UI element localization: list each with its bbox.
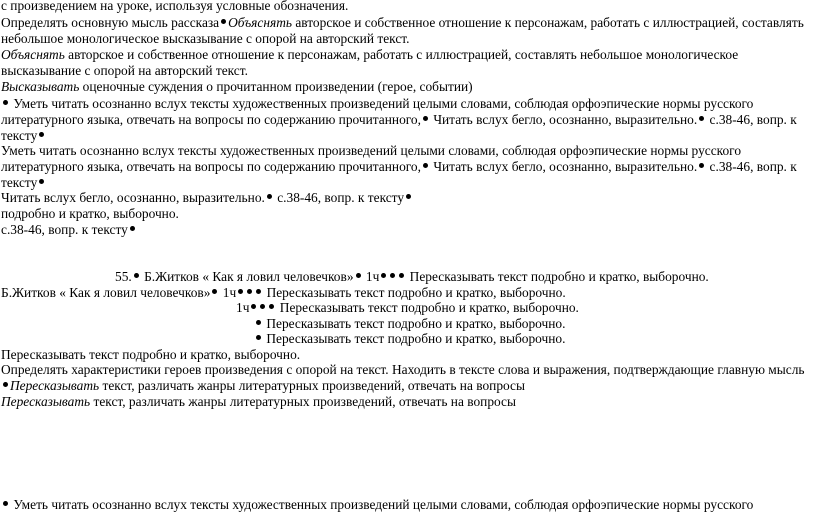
text-line: Б.Житков « Как я ловил человечков» 1ч Пересказывать текст подробно и кратко, выборочно. bbox=[1, 285, 566, 300]
text-line: подробно и кратко, выборочно. bbox=[1, 206, 179, 221]
bullet-icon bbox=[260, 304, 265, 309]
text-line: тексту bbox=[1, 175, 46, 191]
text-line: Уметь читать осознанно вслух тексты художественных произведений целыми словами, соблюдая орфоэпические нормы русского bbox=[1, 96, 753, 112]
bullet-icon bbox=[267, 194, 272, 199]
text-line: Определять характеристики героев произведения с опорой на текст. Находить в тексте слова и выражения, подтверждающие главную мысль bbox=[1, 362, 805, 377]
text-line: Пересказывать текст подробно и кратко, выборочно. bbox=[254, 331, 565, 347]
bullet-icon bbox=[130, 226, 135, 231]
bullet-icon bbox=[699, 116, 704, 121]
bullet-icon bbox=[251, 304, 256, 309]
bullet-icon bbox=[39, 179, 44, 184]
bullet-icon bbox=[356, 273, 361, 278]
bullet-icon bbox=[247, 289, 252, 294]
bullet-icon bbox=[256, 335, 261, 340]
text-line: Пересказывать текст подробно и кратко, выборочно. bbox=[1, 347, 301, 362]
text-line: Пересказывать текст, различать жанры литературных произведений, отвечать на вопросы bbox=[1, 394, 516, 409]
bullet-icon bbox=[423, 163, 428, 168]
bullet-icon bbox=[406, 194, 411, 199]
text-line: литературного языка, отвечать на вопросы по содержанию прочитанного, Читать вслух бегло, осознанно, выразительно. с.38-46, вопр. к bbox=[1, 159, 797, 174]
bullet-icon bbox=[390, 273, 395, 278]
text-line: с.38-46, вопр. к тексту bbox=[1, 222, 137, 238]
bullet-icon bbox=[256, 289, 261, 294]
text-line: 1ч Пересказывать текст подробно и кратко, выборочно. bbox=[236, 300, 579, 315]
text-line: Читать вслух бегло, осознанно, выразительно. с.38-46, вопр. к тексту bbox=[1, 190, 413, 206]
text-line: Определять основную мысль рассказа Объяснять авторское и собственное отношение к персонажам, работать с иллюстрацией, составлять bbox=[1, 15, 804, 30]
bullet-icon bbox=[3, 501, 8, 506]
text-line: 55. Б.Житков « Как я ловил человечков» 1ч Пересказывать текст подробно и кратко, выборочно. bbox=[115, 269, 709, 284]
bullet-icon bbox=[39, 132, 44, 137]
bullet-icon bbox=[269, 304, 274, 309]
bullet-icon bbox=[238, 289, 243, 294]
bullet-icon bbox=[134, 273, 139, 278]
bullet-icon bbox=[3, 382, 8, 387]
bullet-icon bbox=[423, 116, 428, 121]
bullet-icon bbox=[699, 163, 704, 168]
text-line: Объяснять авторское и собственное отношение к персонажам, работать с иллюстрацией, составлять небольшое монологическое bbox=[1, 47, 739, 62]
bullet-icon bbox=[381, 273, 386, 278]
bullet-icon bbox=[399, 273, 404, 278]
text-line: высказывание с опорой на авторский текст. bbox=[1, 63, 248, 78]
text-line: Высказывать оценочные суждения о прочитанном произведении (герое, событии) bbox=[1, 79, 473, 94]
text-line: с произведением на уроке, используя условные обозначения. bbox=[1, 0, 349, 13]
bullet-icon bbox=[256, 320, 261, 325]
text-line: Пересказывать текст подробно и кратко, выборочно. bbox=[254, 316, 565, 332]
bullet-icon bbox=[3, 100, 8, 105]
text-line: тексту bbox=[1, 128, 46, 144]
bullet-icon bbox=[212, 289, 217, 294]
text-line: Уметь читать осознанно вслух тексты художественных произведений целыми словами, соблюдая орфоэпические нормы русского bbox=[1, 497, 753, 513]
text-line: Уметь читать осознанно вслух тексты художественных произведений целыми словами, соблюдая орфоэпические нормы русского bbox=[1, 143, 742, 158]
bullet-icon bbox=[221, 19, 226, 24]
text-line: литературного языка, отвечать на вопросы по содержанию прочитанного, Читать вслух бегло, осознанно, выразительно. с.38-46, вопр. к bbox=[1, 112, 797, 127]
text-line: Пересказывать текст, различать жанры литературных произведений, отвечать на вопросы bbox=[1, 378, 525, 394]
text-line: небольшое монологическое высказывание с опорой на авторский текст. bbox=[1, 31, 410, 46]
